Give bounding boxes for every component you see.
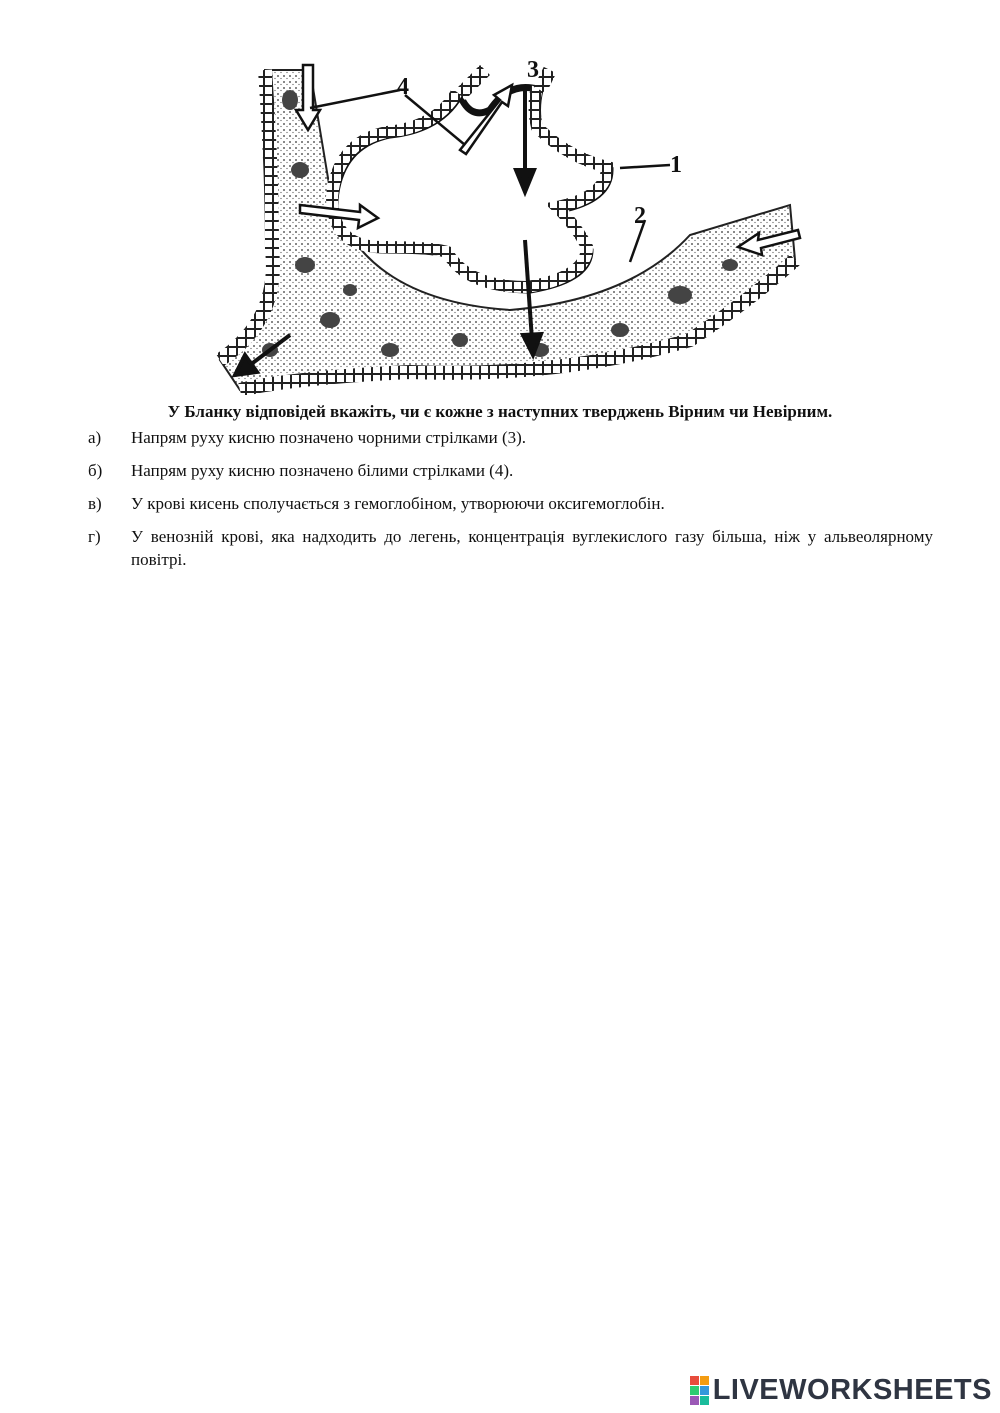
statement-a — [88, 426, 933, 449]
alveolus — [335, 88, 610, 291]
statement-text: У крові кисень сполучається з гемоглобіном, утворюючи оксигемоглобін. — [131, 494, 665, 513]
statement-letter: в) — [88, 494, 102, 513]
statement-b — [88, 459, 933, 482]
label-3: 3 — [527, 57, 539, 83]
statement-list — [88, 426, 933, 581]
label-1: 1 — [670, 152, 682, 178]
statement-text: Напрям руху кисню позначено чорними стрілками (3). — [131, 428, 527, 447]
instruction-text: У Бланку відповідей вкажіть, чи є кожне з наступних тверджень Вірним чи Невірним. — [167, 402, 833, 421]
statement-letter: а) — [88, 428, 102, 447]
statement-text: Напрям руху кисню позначено білими стрілками (4). — [131, 461, 514, 480]
label-4: 4 — [397, 74, 409, 100]
liveworksheets-logo-icon — [690, 1376, 709, 1405]
alveolus-diagram — [210, 50, 810, 395]
statement-text: У венозній крові, яка надходить до легень, концентрація вуглекислого газу більша, ніж у альвеолярному повітрі. — [131, 527, 933, 569]
watermark-text: LIVEWORKSHEETS — [712, 1373, 992, 1406]
statement-v — [88, 492, 933, 515]
liveworksheets-watermark — [690, 1373, 992, 1407]
statement-letter: б) — [88, 461, 103, 480]
statement-letter: г) — [88, 527, 101, 546]
statement-h — [88, 525, 933, 571]
label-2: 2 — [634, 203, 646, 229]
